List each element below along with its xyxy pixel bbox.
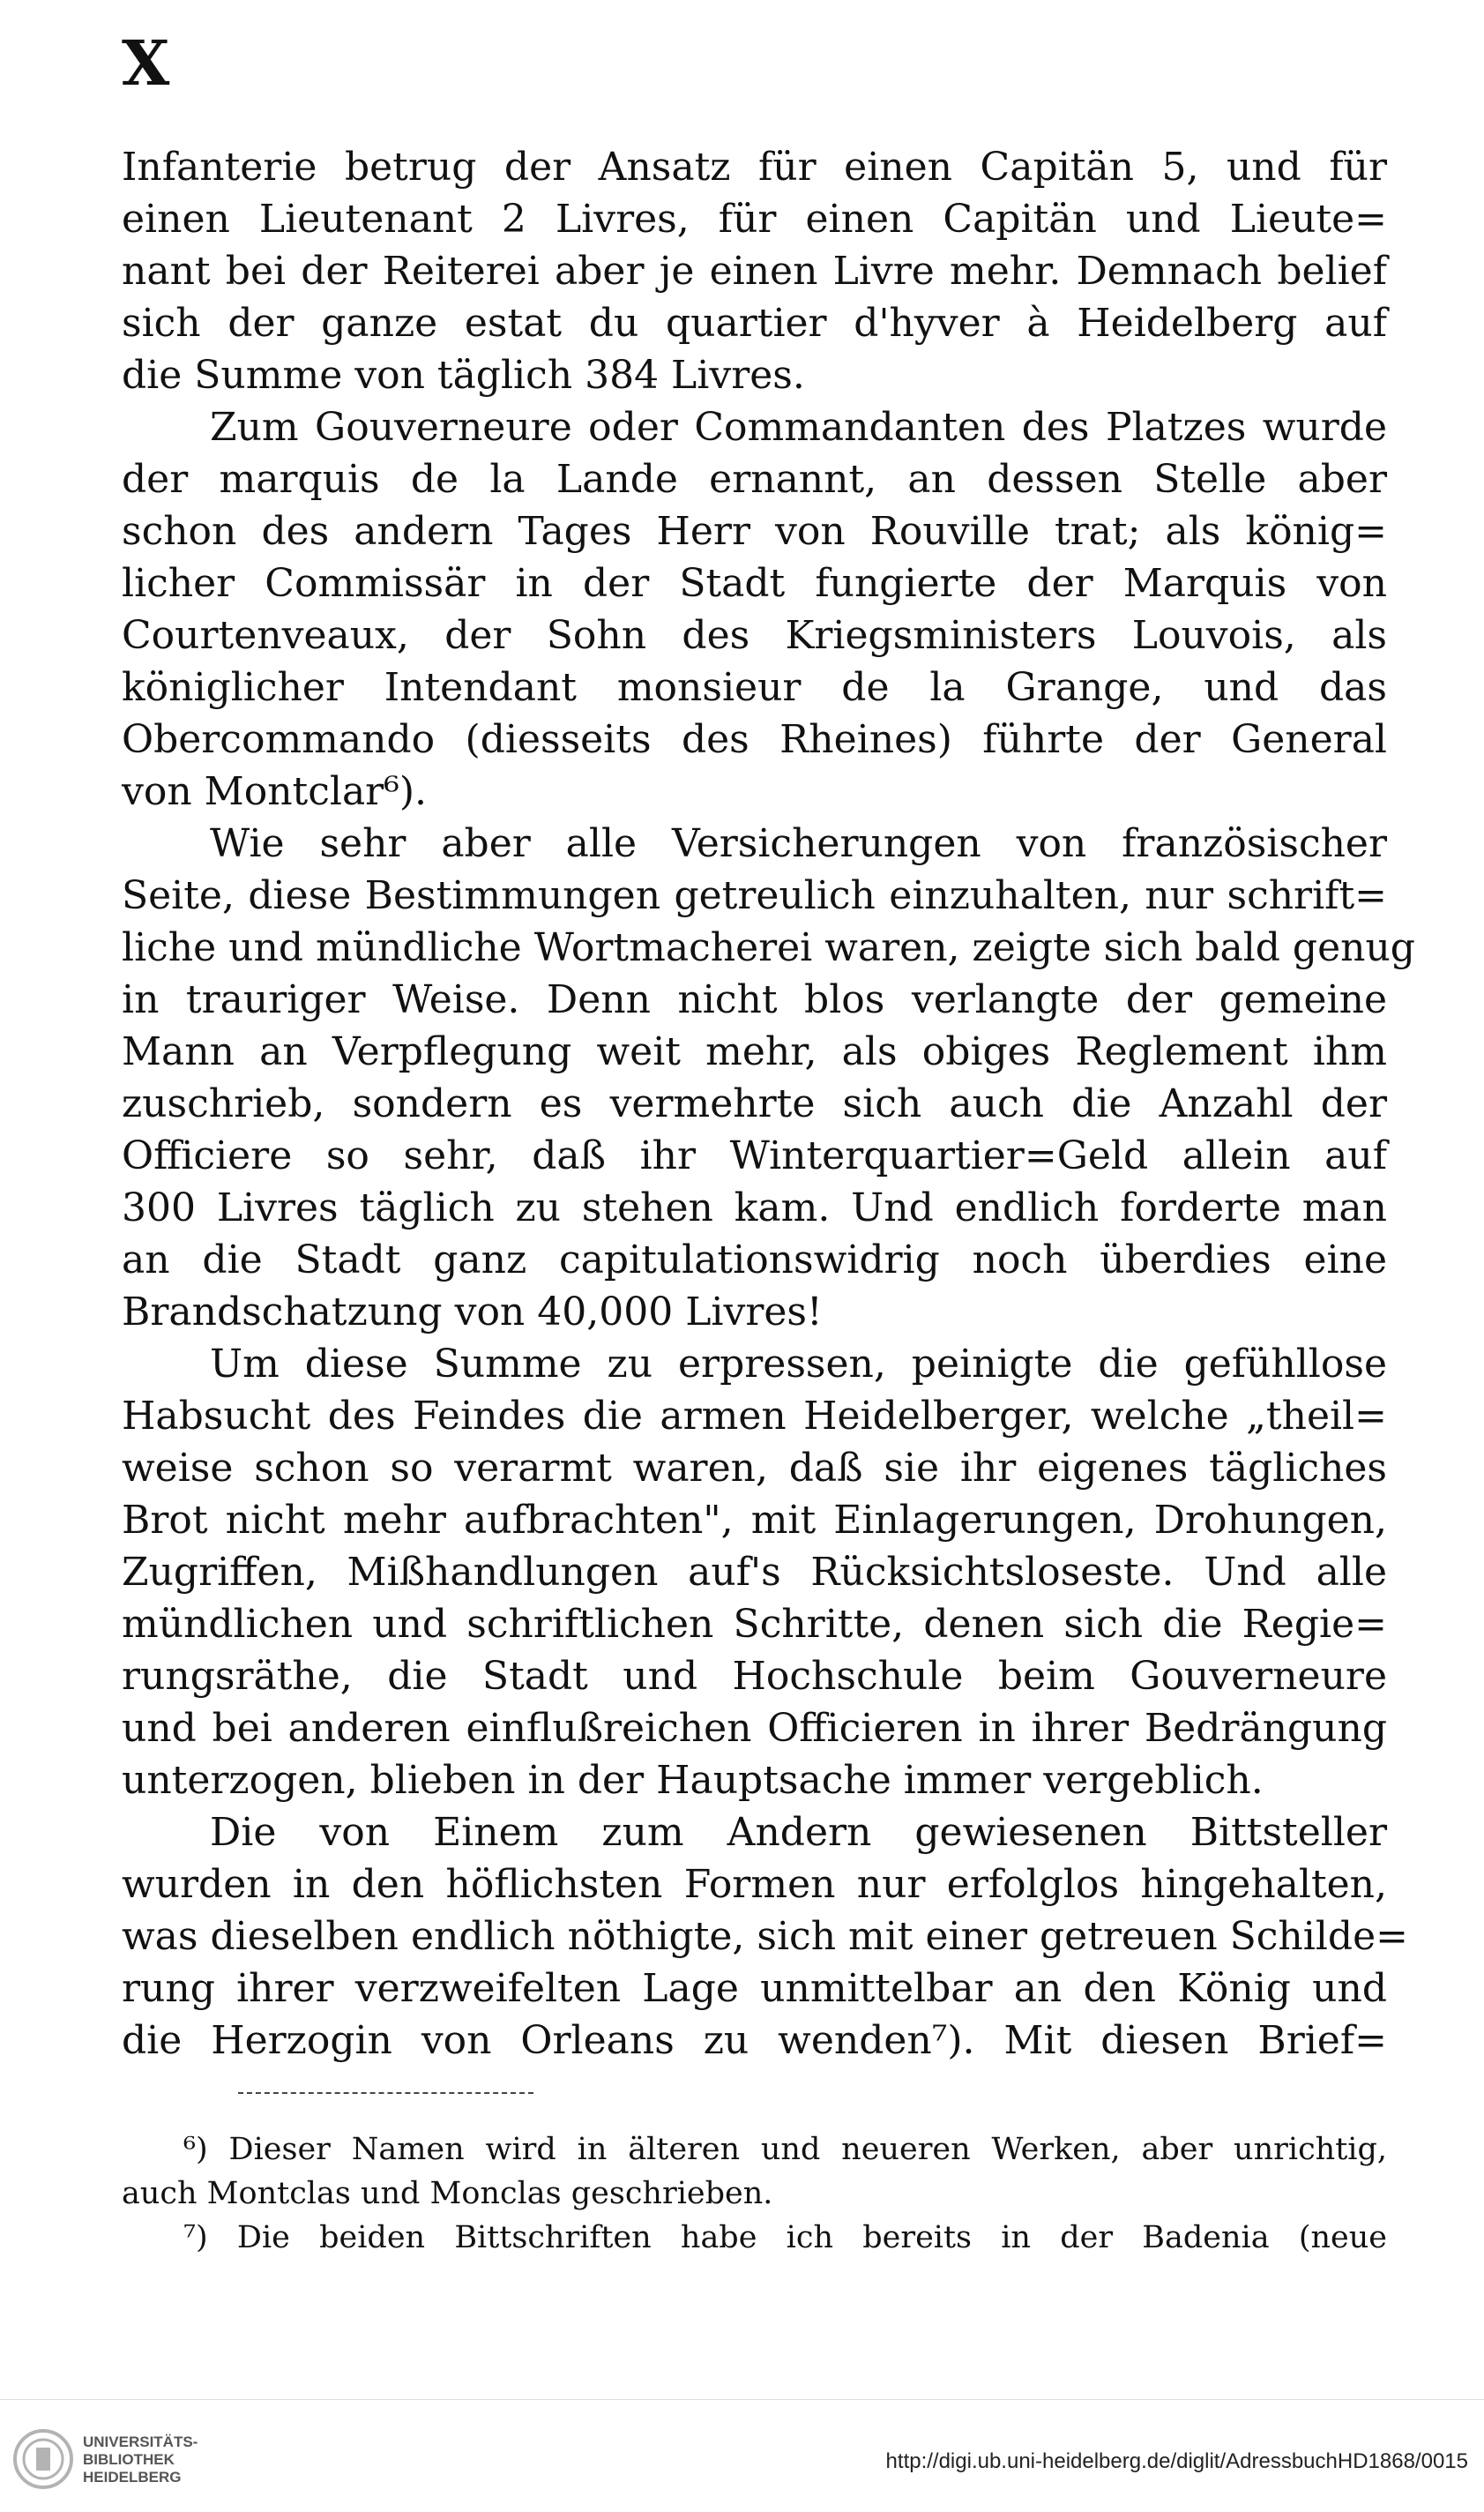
text-line: Zugriffen, Mißhandlungen auf's Rücksichtsloseste. Und alle: [122, 1550, 1387, 1595]
text-line: unterzogen, blieben in der Hauptsache immer vergeblich.: [122, 1758, 1264, 1803]
footnotes: [122, 2127, 1387, 2260]
text-line: Infanterie betrug der Ansatz für einen Capitän 5, und für: [122, 145, 1387, 190]
text-line: Wie sehr aber alle Versicherungen von französischer: [210, 821, 1387, 866]
text-line: Obercommando (diesseits des Rheines) führte der General: [122, 717, 1387, 762]
library-logo-text: [83, 2434, 198, 2486]
text-line: 300 Livres täglich zu stehen kam. Und endlich forderte man: [122, 1185, 1387, 1230]
text-line: liche und mündliche Wortmacherei waren, zeigte sich bald genug: [122, 925, 1415, 970]
text-line: mündlichen und schriftlichen Schritte, denen sich die Regie=: [122, 1602, 1387, 1647]
university-seal-icon: [12, 2428, 74, 2490]
text-line: weise schon so verarmt waren, daß sie ihr eigenes tägliches: [122, 1446, 1387, 1491]
text-line: die Herzogin von Orleans zu wenden⁷). Mit diesen Brief=: [122, 2018, 1387, 2063]
text-line: die Summe von täglich 384 Livres.: [122, 353, 805, 398]
text-line: wurden in den höflichsten Formen nur erfolglos hingehalten,: [122, 1862, 1387, 1907]
text-line: Um diese Summe zu erpressen, peinigte die gefühllose: [210, 1342, 1387, 1387]
text-line: Zum Gouverneure oder Commandanten des Platzes wurde: [210, 405, 1387, 450]
footnote-divider: [238, 2092, 533, 2094]
text-line: Brot nicht mehr aufbrachten", mit Einlagerungen, Drohungen,: [122, 1498, 1387, 1543]
text-line: Seite, diese Bestimmungen getreulich einzuhalten, nur schrift=: [122, 873, 1387, 918]
text-line: was dieselben endlich nöthigte, sich mit einer getreuen Schilde=: [122, 1914, 1408, 1959]
text-line: an die Stadt ganz capitulationswidrig noch überdies eine: [122, 1237, 1387, 1282]
text-line: Courtenveaux, der Sohn des Kriegsministers Louvois, als: [122, 613, 1387, 658]
text-line: rungsräthe, die Stadt und Hochschule beim Gouverneure: [122, 1654, 1387, 1699]
body-text: [122, 141, 1415, 2067]
text-line: sich der ganze estat du quartier d'hyver à Heidelberg auf: [122, 301, 1387, 346]
footnote-line: ⁶) Dieser Namen wird in älteren und neueren Werken, aber unrichtig,: [183, 2132, 1387, 2167]
text-line: Die von Einem zum Andern gewiesenen Bittsteller: [210, 1810, 1387, 1855]
text-line: Officiere so sehr, daß ihr Winterquartier=Geld allein auf: [122, 1133, 1387, 1178]
page-number: X: [122, 26, 172, 100]
text-line: von Montclar⁶).: [122, 769, 428, 814]
text-line: licher Commissär in der Stadt fungierte der Marquis von: [122, 561, 1387, 606]
footnote-line: ⁷) Die beiden Bittschriften habe ich bereits in der Badenia (neue: [183, 2220, 1387, 2255]
text-line: schon des andern Tages Herr von Rouville trat; als könig=: [122, 509, 1387, 554]
text-line: in trauriger Weise. Denn nicht blos verlangte der gemeine: [122, 977, 1387, 1022]
text-line: Habsucht des Feindes die armen Heidelberger, welche „theil=: [122, 1394, 1387, 1439]
text-line: königlicher Intendant monsieur de la Grange, und das: [122, 665, 1387, 710]
footnote-line: auch Montclas und Monclas geschrieben.: [122, 2176, 773, 2211]
text-line: Brandschatzung von 40,000 Livres!: [122, 1290, 823, 1334]
text-line: nant bei der Reiterei aber je einen Livre mehr. Demnach belief: [122, 249, 1387, 294]
text-line: rung ihrer verzweifelten Lage unmittelbar an den König und: [122, 1966, 1387, 2011]
viewer-footer: [0, 2399, 1484, 2512]
text-line: einen Lieutenant 2 Livres, für einen Capitän und Lieute=: [122, 197, 1387, 242]
text-line: und bei anderen einflußreichen Officieren in ihrer Bedrängung: [122, 1706, 1387, 1751]
text-line: der marquis de la Lande ernannt, an dessen Stelle aber: [122, 457, 1387, 502]
text-line: zuschrieb, sondern es vermehrte sich auch die Anzahl der: [122, 1081, 1387, 1126]
logo-line: BIBLIOTHEK: [83, 2451, 175, 2468]
text-line: Mann an Verpflegung weit mehr, als obiges Reglement ihm: [122, 1029, 1387, 1074]
logo-line: HEIDELBERG: [83, 2469, 182, 2486]
logo-line: UNIVERSITÄTS-: [83, 2434, 198, 2450]
permalink-url[interactable]: http://digi.ub.uni-heidelberg.de/diglit/AdressbuchHD1868/0015: [885, 2449, 1468, 2473]
